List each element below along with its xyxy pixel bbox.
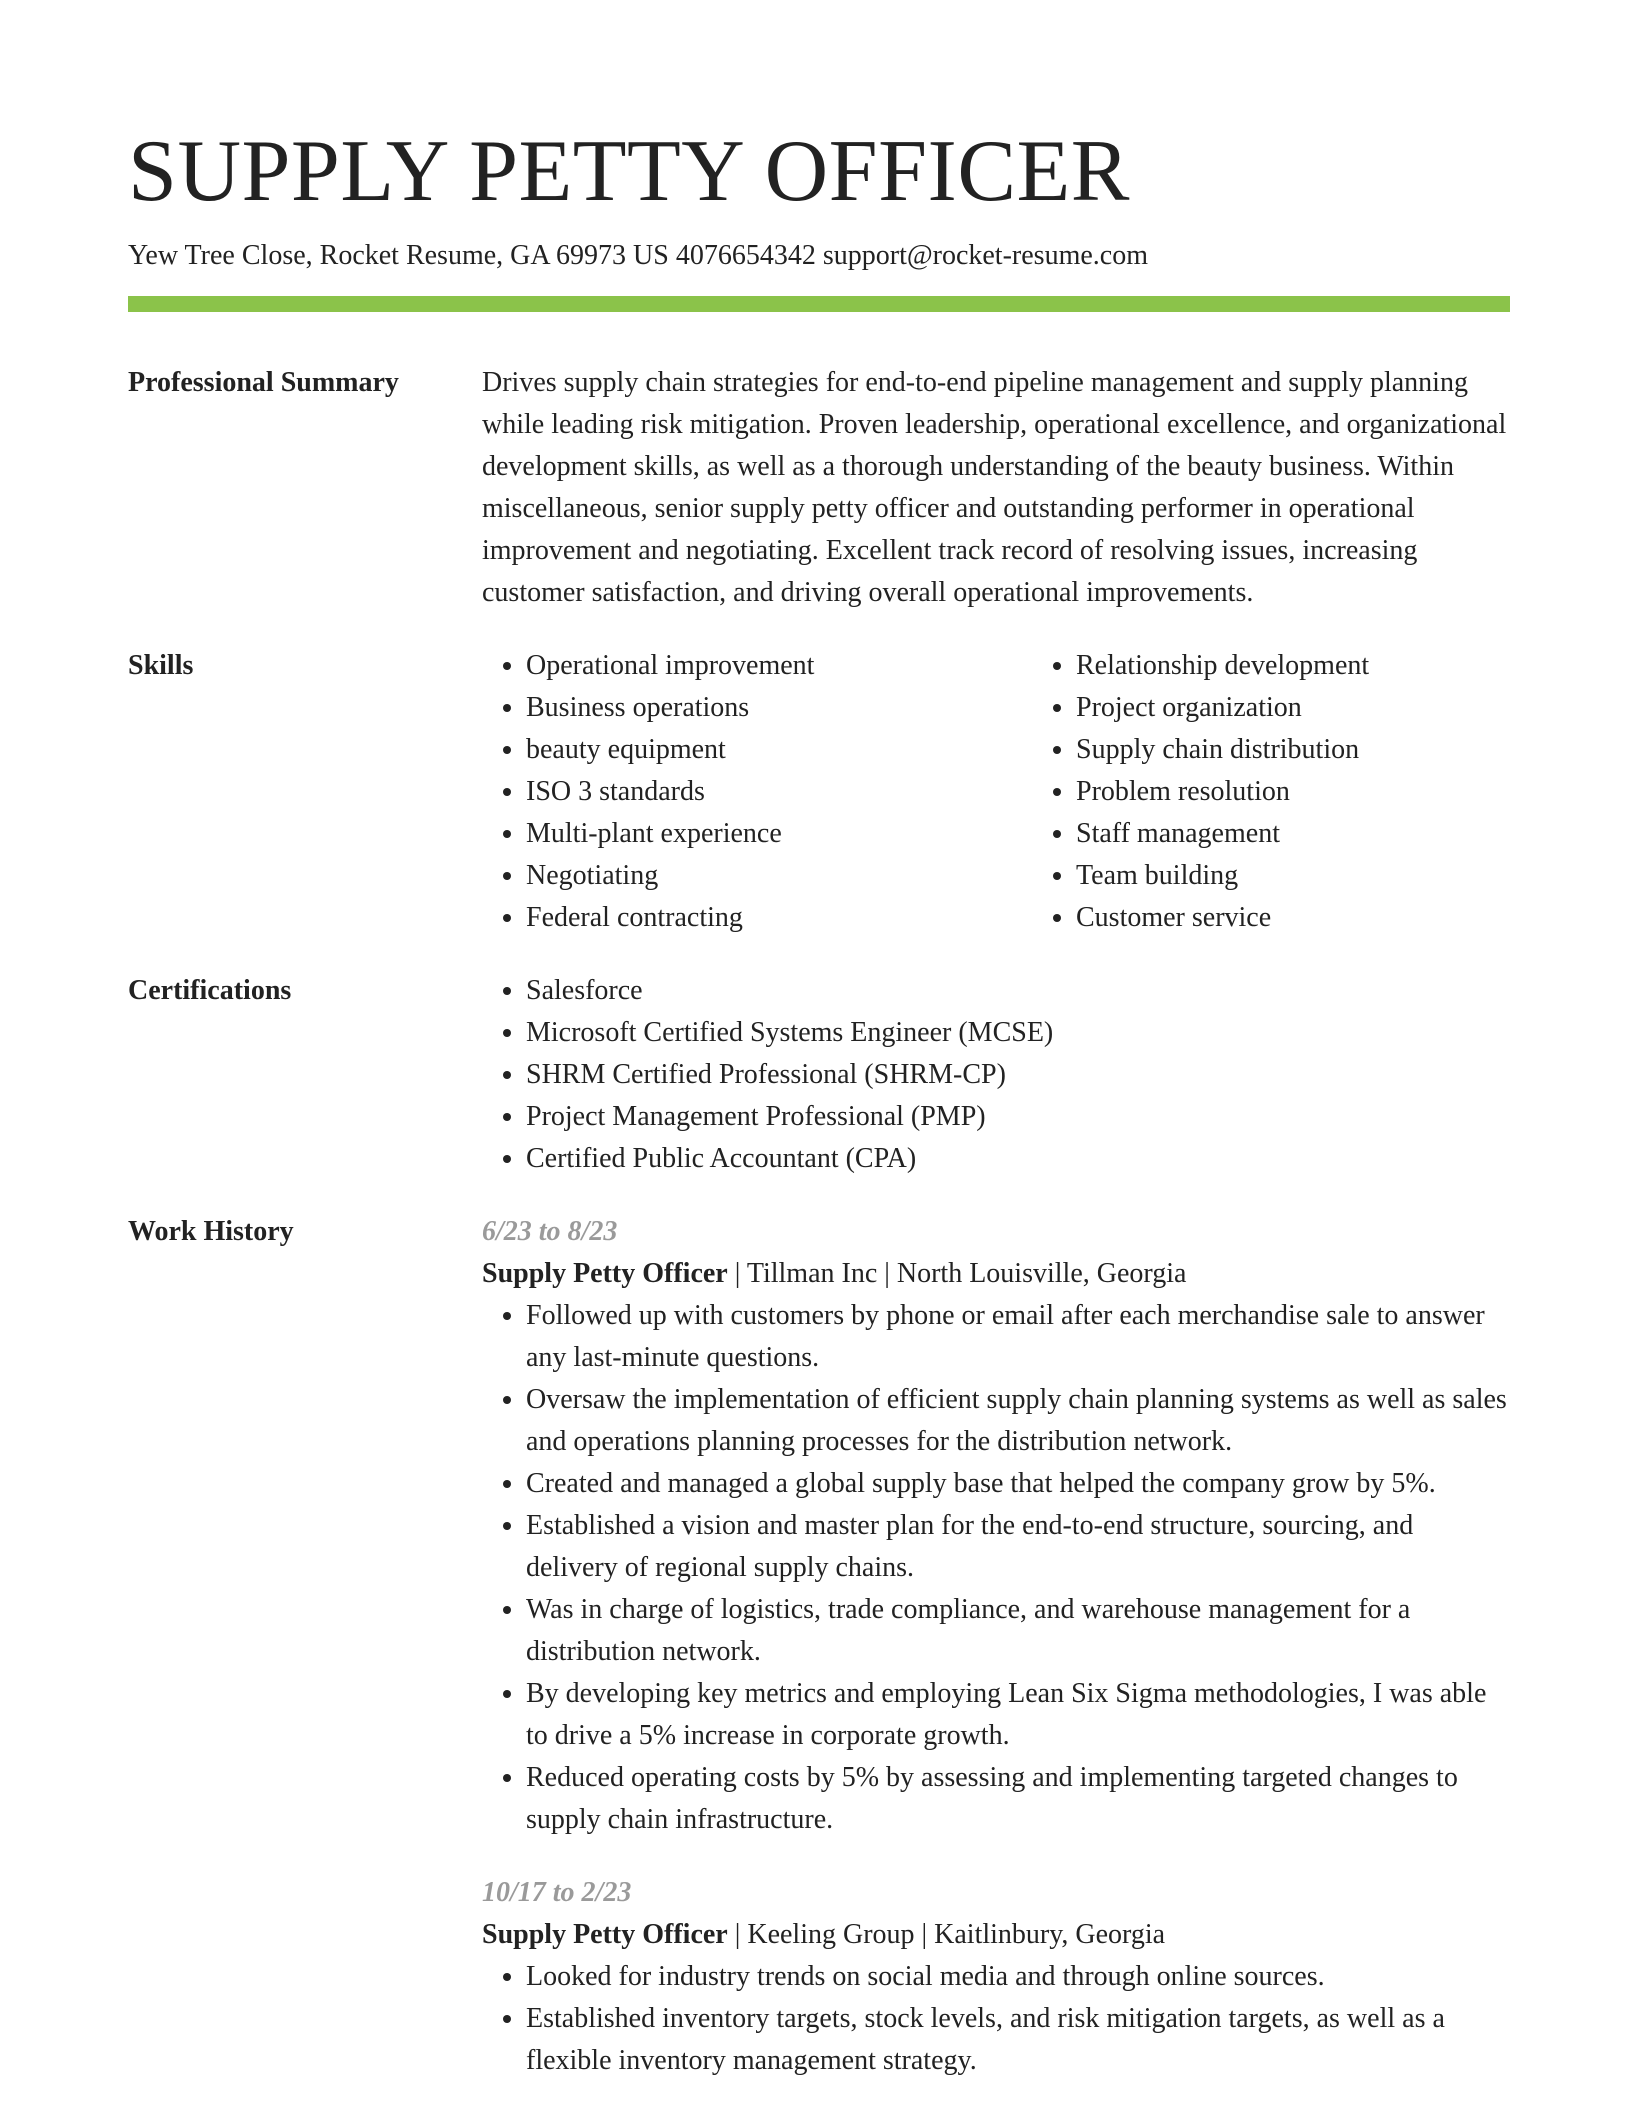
job-bullet: • Followed up with customers by phone or email after each merchandise sale to answer any last-minute questions.	[526, 1295, 1510, 1379]
certification-item: • Salesforce	[526, 970, 1510, 1012]
skill-item: • Problem resolution	[1076, 771, 1582, 813]
job-bullet-list	[482, 1956, 1510, 2082]
work-history-section	[128, 1211, 1510, 2082]
job-bullet: • Looked for industry trends on social media and through online sources.	[526, 1956, 1510, 1998]
skill-item: • Business operations	[526, 687, 1032, 729]
job-bullet-list	[482, 1295, 1510, 1841]
section-title-skills: Skills	[128, 650, 194, 681]
skill-item: • ISO 3 standards	[526, 771, 1032, 813]
job-bullet: • By developing key metrics and employing Lean Six Sigma methodologies, I was able to drive a 5% increase in corporate growth.	[526, 1673, 1510, 1757]
certifications-list	[482, 970, 1510, 1180]
certification-item: • Project Management Professional (PMP)	[526, 1096, 1510, 1138]
certifications-section	[128, 970, 1510, 1180]
job-bullet: • Created and managed a global supply base that helped the company grow by 5%.	[526, 1463, 1510, 1505]
skill-item: • Staff management	[1076, 813, 1582, 855]
summary-text: Drives supply chain strategies for end-to-end pipeline management and supply planning while leading risk mitigation. Proven leadership, operational excellence, and organizational development skills, as well as a thorough understanding of the beauty business. Within miscellaneous, senior supply petty officer and outstanding performer in operational improvement and negotiating. Excellent track record of resolving issues, increasing customer satisfaction, and driving overall operational improvements.	[482, 367, 1507, 608]
job-company-location: | Tillman Inc | North Louisville, Georgia	[727, 1258, 1187, 1289]
skills-list-left	[482, 645, 1032, 939]
job-entry	[482, 1211, 1510, 1841]
section-title-certifications: Certifications	[128, 975, 292, 1006]
skill-item: • Negotiating	[526, 855, 1032, 897]
job-dates: 10/17 to 2/23	[482, 1877, 632, 1908]
resume-page	[128, 118, 1510, 2082]
skills-section	[128, 645, 1510, 939]
skill-item: • Project organization	[1076, 687, 1582, 729]
skill-item: • Multi-plant experience	[526, 813, 1032, 855]
skill-item: • Customer service	[1076, 897, 1582, 939]
job-dates: 6/23 to 8/23	[482, 1216, 618, 1247]
job-bullet: • Reduced operating costs by 5% by assessing and implementing targeted changes to supply chain infrastructure.	[526, 1757, 1510, 1841]
contact-line: Yew Tree Close, Rocket Resume, GA 69973 US 4076654342 support@rocket-resume.com	[128, 240, 1148, 271]
skill-item: • beauty equipment	[526, 729, 1032, 771]
section-title-summary: Professional Summary	[128, 367, 399, 398]
accent-divider	[128, 296, 1510, 312]
certification-item: • SHRM Certified Professional (SHRM-CP)	[526, 1054, 1510, 1096]
job-title-line	[482, 1253, 1510, 1295]
section-title-work-history: Work History	[128, 1216, 294, 1247]
job-title: Supply Petty Officer	[482, 1919, 728, 1950]
certification-item: • Certified Public Accountant (CPA)	[526, 1138, 1510, 1180]
skill-item: • Operational improvement	[526, 645, 1032, 687]
job-entry	[482, 1872, 1510, 2082]
job-company-location: | Keeling Group | Kaitlinbury, Georgia	[727, 1919, 1166, 1950]
job-title-line	[482, 1914, 1510, 1956]
job-bullet: • Established inventory targets, stock levels, and risk mitigation targets, as well as a flexible inventory management strategy.	[526, 1998, 1510, 2082]
certification-item: • Microsoft Certified Systems Engineer (MCSE)	[526, 1012, 1510, 1054]
job-title: Supply Petty Officer	[482, 1258, 728, 1289]
skill-item: • Relationship development	[1076, 645, 1582, 687]
job-bullet: • Oversaw the implementation of efficient supply chain planning systems as well as sales and operations planning processes for the distribution network.	[526, 1379, 1510, 1463]
professional-summary-section	[128, 362, 1510, 614]
skill-item: • Federal contracting	[526, 897, 1032, 939]
job-bullet: • Established a vision and master plan for the end-to-end structure, sourcing, and delivery of regional supply chains.	[526, 1505, 1510, 1589]
skills-list-right	[1032, 645, 1582, 939]
skill-item: • Team building	[1076, 855, 1582, 897]
resume-name: SUPPLY PETTY OFFICER	[128, 123, 1130, 220]
skill-item: • Supply chain distribution	[1076, 729, 1582, 771]
job-bullet: • Was in charge of logistics, trade compliance, and warehouse management for a distribution network.	[526, 1589, 1510, 1673]
